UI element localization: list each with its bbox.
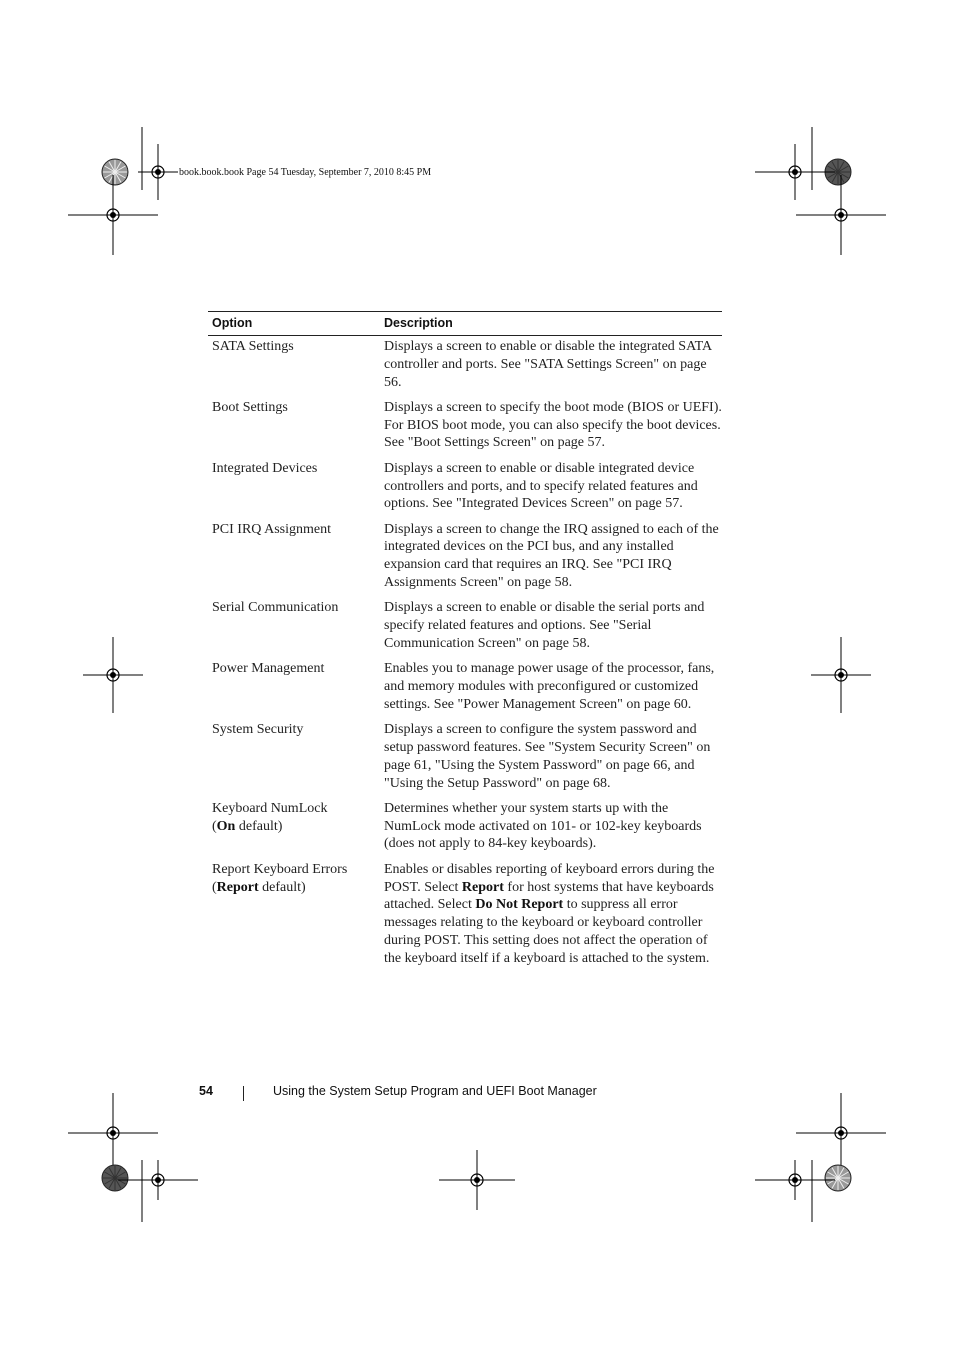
registration-dot-icon — [110, 212, 116, 218]
default-rest: default) — [235, 818, 283, 834]
description-cell: Displays a screen to specify the boot mode (BIOS or UEFI). For BIOS boot mode, you can also specify the boot devices. See "Boot Settings Screen" on page 57. — [384, 399, 722, 451]
option-name: Report Keyboard Errors — [212, 861, 348, 877]
registration-dot-icon — [838, 212, 844, 218]
default-rest: default) — [258, 879, 306, 895]
description-cell: Displays a screen to change the IRQ assigned to each of the integrated devices on the PCI bus, and any installed expansion card that requires an IRQ. See "PCI IRQ Assignments Screen" on page 58. — [384, 521, 719, 591]
print-metadata: book.book.book Page 54 Tuesday, September 7, 2010 8:45 PM — [179, 167, 432, 178]
registration-dot-icon — [110, 1130, 116, 1136]
table-header — [208, 311, 722, 336]
registration-dot-icon — [838, 1130, 844, 1136]
table-row — [208, 599, 722, 652]
option-cell: Boot Settings — [212, 399, 288, 415]
table-row — [208, 721, 722, 792]
option-cell: System Security — [212, 722, 304, 738]
option-cell: Integrated Devices — [212, 460, 318, 476]
description-cell: Displays a screen to enable or disable integrated device controllers and ports, and to specify related features and options. See "Integrated Devices Screen" on page 57. — [384, 460, 698, 512]
description-cell — [384, 861, 722, 968]
table-row — [208, 521, 722, 592]
default-open: ( — [212, 818, 217, 834]
option-cell: SATA Settings — [212, 339, 294, 354]
description-text: Enables or disables reporting of keyboard errors during the POST. Select — [384, 861, 715, 895]
description-cell: Determines whether your system starts up with the NumLock mode activated on 101- or 102-key keyboards (does not apply to 84-key keyboards). — [384, 800, 702, 852]
registration-dot-icon — [792, 1177, 798, 1183]
registration-dot-icon — [155, 1177, 161, 1183]
options-table — [208, 311, 722, 975]
registration-dot-icon — [110, 672, 116, 678]
option-cell — [208, 861, 384, 968]
description-text: for host systems that have keyboards attached. Select — [384, 879, 714, 913]
table-row — [208, 660, 722, 713]
report-keyword: Report — [461, 879, 504, 895]
description-cell: Displays a screen to enable or disable the integrated SATA controller and ports. See "SATA Settings Screen" on page 56. — [384, 339, 712, 390]
header-option: Option — [212, 316, 253, 330]
option-cell: Serial Communication — [212, 600, 339, 616]
registration-dot-icon — [792, 169, 798, 175]
default-open: ( — [212, 879, 217, 895]
option-name: Keyboard NumLock — [212, 800, 328, 816]
page-number: 54 — [199, 1084, 213, 1098]
description-cell: Displays a screen to configure the system password and setup password features. See "System Security Screen" on page 61, "Using the System Password" on page 66, and "Using the Setup Password" on page 68. — [384, 722, 711, 791]
table-row — [208, 399, 722, 452]
footer-title: Using the System Setup Program and UEFI Boot Manager — [273, 1084, 597, 1098]
header-description: Description — [384, 316, 453, 330]
default-value: Report — [216, 879, 259, 895]
description-text: to suppress all error messages relating to the keyboard or keyboard controller during POST. This setting does not affect the operation of the keyboard itself if a keyboard is attached to the system. — [384, 897, 710, 966]
registration-dot-icon — [474, 1177, 480, 1183]
registration-dot-icon — [838, 672, 844, 678]
footer-divider — [243, 1086, 244, 1101]
table-row — [208, 460, 722, 513]
registration-dot-icon — [155, 169, 161, 175]
description-cell: Enables you to manage power usage of the processor, fans, and memory modules with preconfigured or customized settings. See "Power Management Screen" on page 60. — [384, 661, 715, 712]
table-row — [208, 800, 722, 853]
do-not-report-keyword: Do Not Report — [475, 897, 564, 913]
default-value: On — [216, 818, 236, 834]
option-cell: PCI IRQ Assignment — [212, 521, 332, 537]
table-row — [208, 861, 722, 968]
option-cell — [208, 800, 384, 853]
table-row — [208, 338, 722, 391]
option-cell: Power Management — [212, 661, 325, 677]
description-cell: Displays a screen to enable or disable the serial ports and specify related features and options. See "Serial Communication Screen" on page 58. — [384, 600, 705, 651]
